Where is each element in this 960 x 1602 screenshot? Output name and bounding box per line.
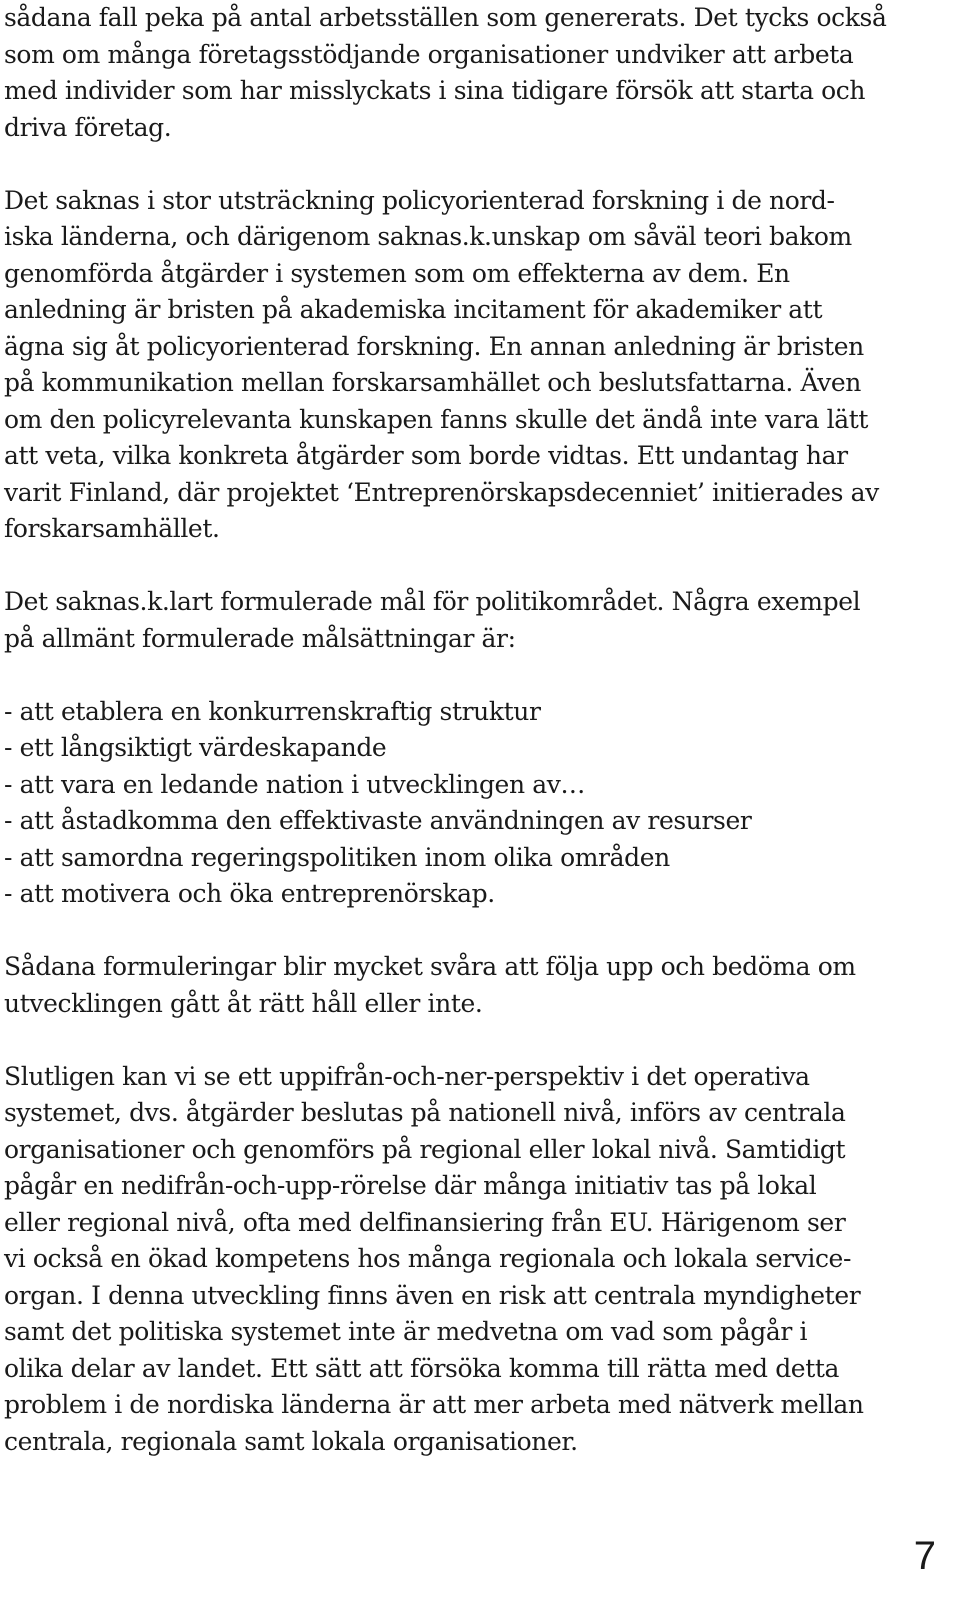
list-item: - att vara en ledande nation i utvecklingen av… bbox=[4, 769, 586, 799]
text-line: ägna sig åt policyorienterad forskning. En annan anledning är bristen bbox=[4, 331, 864, 361]
paragraph-4 bbox=[4, 949, 944, 1022]
goals-list bbox=[4, 694, 944, 913]
paragraph-spacer bbox=[4, 548, 944, 585]
text-line: om den policyrelevanta kunskapen fanns skulle det ändå inte vara lätt bbox=[4, 404, 869, 434]
paragraph-spacer bbox=[4, 1022, 944, 1059]
text-line: Det saknas.k.lart formulerade mål för politikområdet. Några exempel bbox=[4, 587, 861, 616]
paragraph-2 bbox=[4, 183, 944, 548]
paragraph-spacer bbox=[4, 657, 944, 694]
document-page bbox=[4, 0, 944, 1460]
text-line: anledning är bristen på akademiska incitament för akademiker att bbox=[4, 295, 823, 324]
text-line: genomförda åtgärder i systemen som om effekterna av dem. En bbox=[4, 258, 790, 288]
list-item: - att åstadkomma den effektivaste användningen av resurser bbox=[4, 806, 752, 835]
text-line: iska länderna, och därigenom saknas.k.unskap om såväl teori bakom bbox=[4, 222, 852, 251]
text-line: på allmänt formulerade målsättningar är: bbox=[4, 623, 516, 653]
text-line: med individer som har misslyckats i sina tidigare försök att starta och bbox=[4, 76, 866, 105]
text-line: driva företag. bbox=[4, 112, 172, 142]
text-line: organ. I denna utveckling finns även en risk att centrala myndigheter bbox=[4, 1280, 861, 1310]
page-number: 7 bbox=[913, 1534, 936, 1578]
list-item: - att motivera och öka entreprenörskap. bbox=[4, 879, 495, 908]
text-line: varit Finland, där projektet ‘Entreprenörskapsdecenniet’ initierades av bbox=[4, 477, 879, 507]
list-item: - ett långsiktigt värdeskapande bbox=[4, 733, 387, 762]
text-line: Slutligen kan vi se ett uppifrån-och-ner-perspektiv i det operativa bbox=[4, 1061, 810, 1091]
text-line: att veta, vilka konkreta åtgärder som borde vidtas. Ett undantag har bbox=[4, 441, 848, 470]
paragraph-5 bbox=[4, 1059, 944, 1461]
paragraph-3 bbox=[4, 584, 944, 657]
text-line: eller regional nivå, ofta med delfinansiering från EU. Härigenom ser bbox=[4, 1207, 846, 1237]
paragraph-spacer bbox=[4, 146, 944, 183]
paragraph-1 bbox=[4, 0, 944, 146]
text-line: sådana fall peka på antal arbetsställen som genererats. Det tycks också bbox=[4, 3, 887, 32]
text-line: organisationer och genomförs på regional eller lokal nivå. Samtidigt bbox=[4, 1134, 846, 1164]
list-item: - att samordna regeringspolitiken inom olika områden bbox=[4, 842, 670, 872]
text-line: forskarsamhället. bbox=[4, 514, 220, 543]
text-line: pågår en nedifrån-och-upp-rörelse där många initiativ tas på lokal bbox=[4, 1171, 817, 1200]
text-line: på kommunikation mellan forskarsamhället och beslutsfattarna. Även bbox=[4, 368, 861, 397]
text-line: olika delar av landet. Ett sätt att försöka komma till rätta med detta bbox=[4, 1353, 839, 1383]
text-line: centrala, regionala samt lokala organisationer. bbox=[4, 1426, 578, 1456]
text-line: utvecklingen gått åt rätt håll eller inte. bbox=[4, 988, 483, 1018]
text-line: systemet, dvs. åtgärder beslutas på nationell nivå, införs av centrala bbox=[4, 1098, 846, 1127]
text-line: samt det politiska systemet inte är medvetna om vad som pågår i bbox=[4, 1317, 808, 1346]
text-line: Det saknas i stor utsträckning policyorienterad forskning i de nord- bbox=[4, 185, 835, 215]
list-item: - att etablera en konkurrenskraftig struktur bbox=[4, 696, 541, 726]
text-line: som om många företagsstödjande organisationer undviker att arbeta bbox=[4, 39, 854, 69]
text-line: Sådana formuleringar blir mycket svåra att följa upp och bedöma om bbox=[4, 952, 856, 981]
paragraph-spacer bbox=[4, 913, 944, 950]
text-line: vi också en ökad kompetens hos många regionala och lokala service- bbox=[4, 1244, 852, 1273]
text-line: problem i de nordiska länderna är att mer arbeta med nätverk mellan bbox=[4, 1390, 864, 1419]
